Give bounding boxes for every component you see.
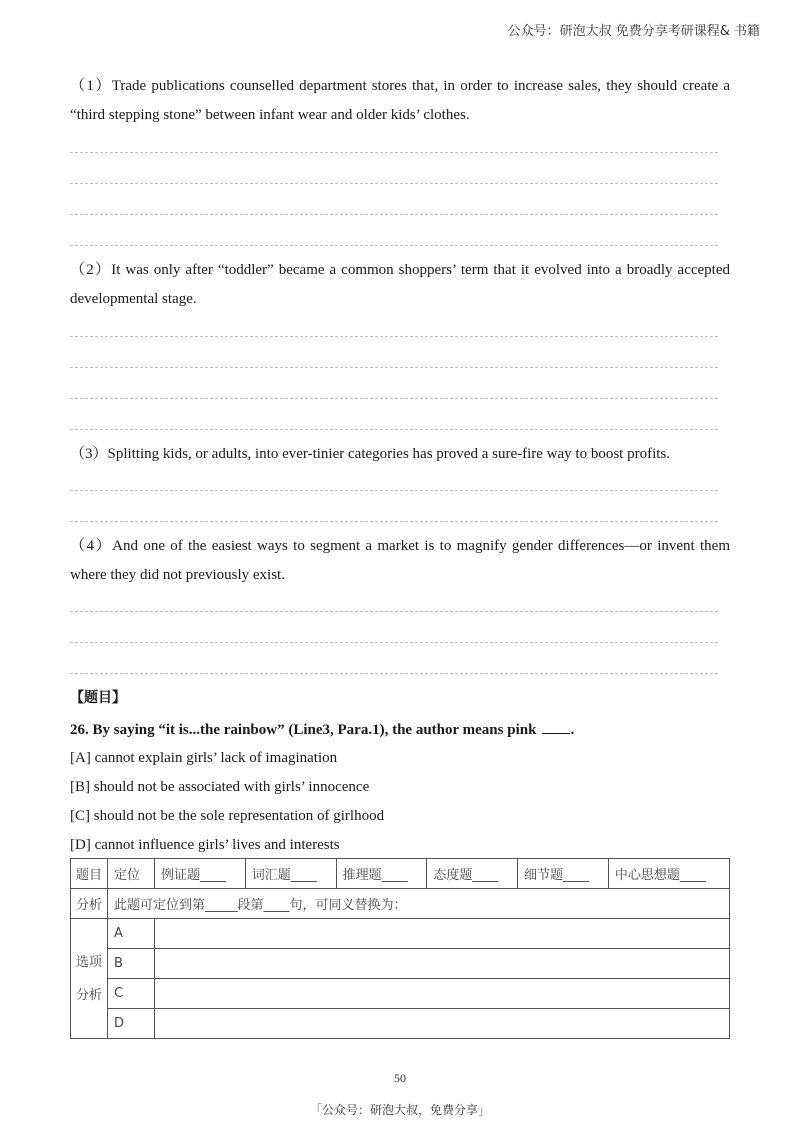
type-attitude[interactable]: 态度题____ (427, 859, 518, 889)
option-b: [B] should not be associated with girls’ innocence (70, 779, 370, 795)
option-letter-c: C (108, 979, 155, 1009)
translation-sentence-4: （4）And one of the easiest ways to segment a market is to magnify gender differences—or invent them where they did not previously exist. (70, 538, 730, 583)
locate-label: 定位 (108, 859, 155, 889)
page-footer: 「公众号：研泡大叔，免费分享」 (309, 1103, 490, 1117)
answer-line[interactable] (70, 642, 718, 643)
type-main-idea[interactable]: 中心思想题____ (608, 859, 729, 889)
analysis-table (70, 858, 730, 1039)
analysis-text[interactable]: 此题可定位到第_____段第____句，可同义替换为： (108, 889, 730, 919)
answer-line[interactable] (70, 367, 718, 368)
translation-sentence-2: （2）It was only after “toddler” became a common shoppers’ term that it evolved into a broadly accepted developmental stage. (70, 262, 730, 307)
answer-line[interactable] (70, 521, 718, 522)
translation-sentence-1: （1）Trade publications counselled department stores that, in order to increase sales, they should create a “third stepping stone” between infant wear and older kids’ clothes. (70, 78, 730, 123)
answer-line[interactable] (70, 611, 718, 612)
answer-line[interactable] (70, 673, 718, 674)
options-analysis-label: 选项 分析 (71, 919, 108, 1039)
type-example[interactable]: 例证题____ (155, 859, 246, 889)
type-inference[interactable]: 推理题____ (336, 859, 427, 889)
answer-line[interactable] (70, 214, 718, 215)
option-analysis-b[interactable] (155, 949, 730, 979)
question-stem: 26. By saying “it is...the rainbow” (Line3, Para.1), the author means pink . (70, 722, 575, 738)
answer-line[interactable] (70, 429, 718, 430)
answer-line[interactable] (70, 336, 718, 337)
option-analysis-c[interactable] (155, 979, 730, 1009)
option-c: [C] should not be the sole representation of girlhood (70, 808, 385, 824)
option-a: [A] cannot explain girls’ lack of imagination (70, 750, 338, 766)
option-letter-d: D (108, 1009, 155, 1039)
page-header: 公众号：研泡大叔 免费分享考研课程& 书籍 (507, 24, 760, 39)
option-d: [D] cannot influence girls’ lives and interests (70, 837, 340, 853)
type-detail[interactable]: 细节题____ (518, 859, 609, 889)
answer-line[interactable] (70, 490, 718, 491)
answer-line[interactable] (70, 152, 718, 153)
option-analysis-a[interactable] (155, 919, 730, 949)
option-letter-a: A (108, 919, 155, 949)
question-section-title: 【题目】 (70, 690, 126, 706)
option-analysis-d[interactable] (155, 1009, 730, 1039)
type-vocabulary[interactable]: 词汇题____ (245, 859, 336, 889)
answer-line[interactable] (70, 398, 718, 399)
answer-blank[interactable] (542, 721, 570, 734)
row-label-topic: 题目 (71, 859, 108, 889)
answer-line[interactable] (70, 183, 718, 184)
option-letter-b: B (108, 949, 155, 979)
answer-line[interactable] (70, 245, 718, 246)
row-label-analysis: 分析 (71, 889, 108, 919)
translation-sentence-3: （3）Splitting kids, or adults, into ever-tinier categories has proved a sure-fire way to boost profits. (70, 446, 670, 462)
page-number: 50 (394, 1071, 406, 1085)
